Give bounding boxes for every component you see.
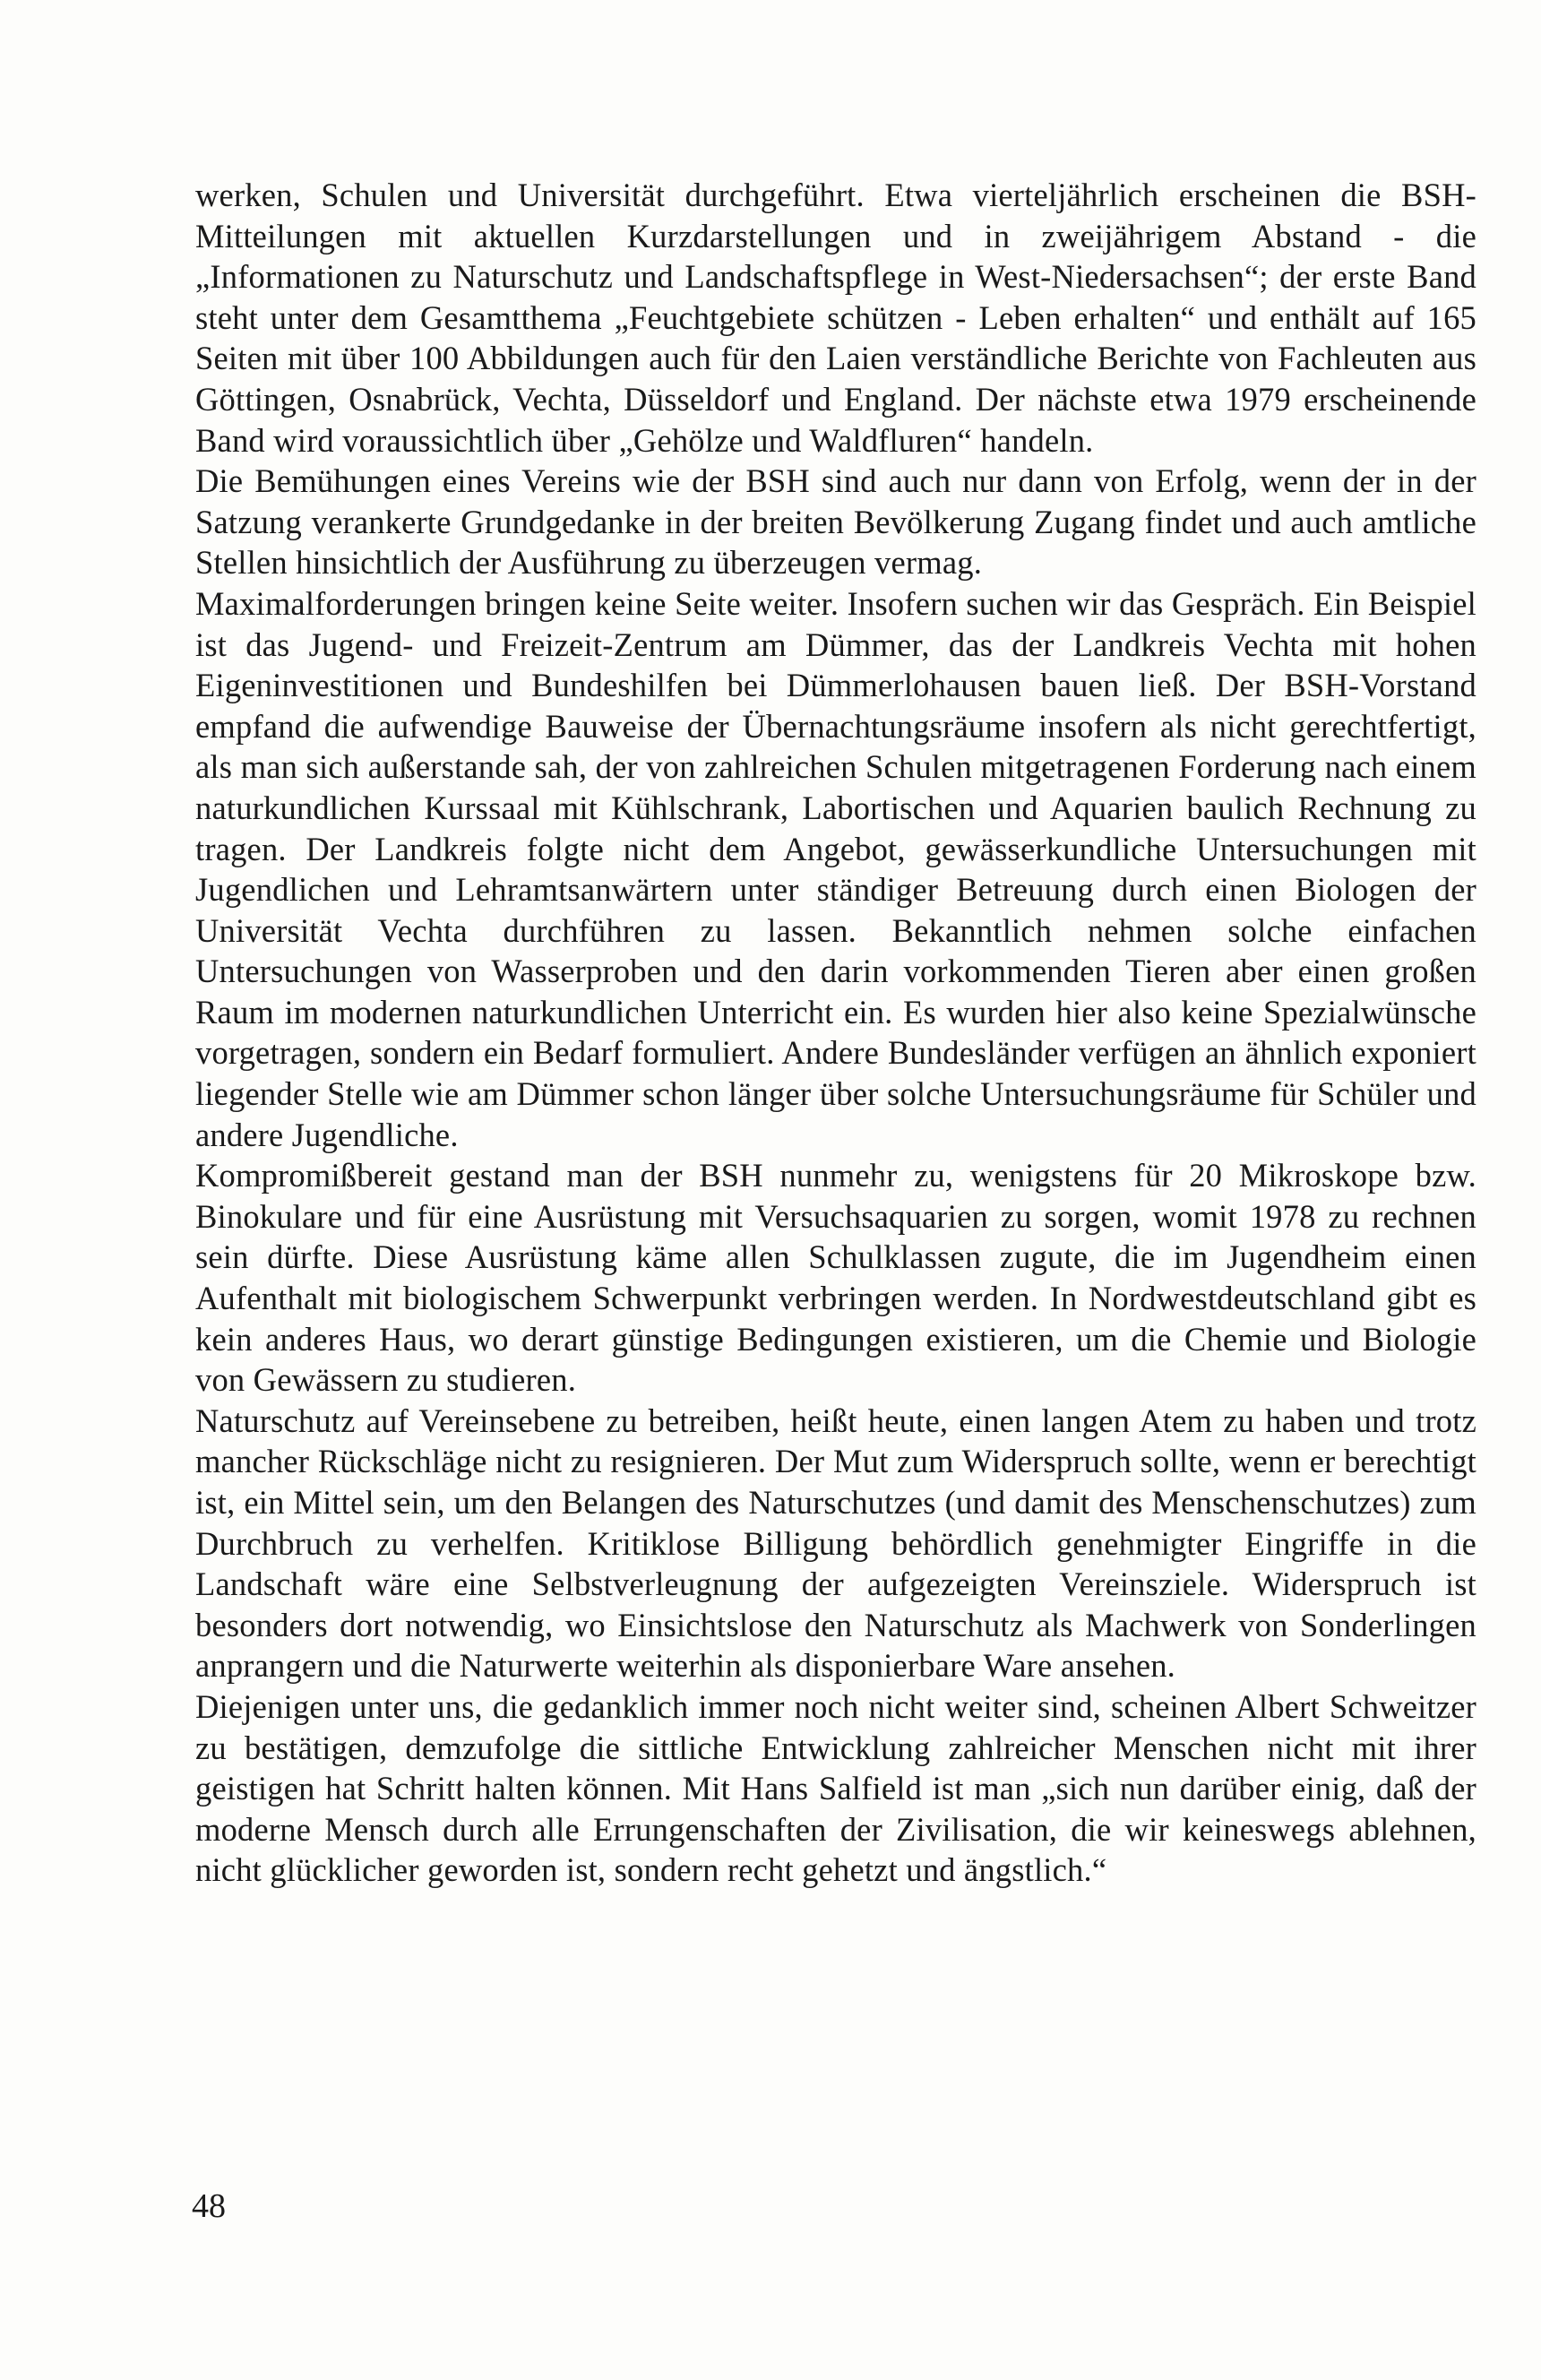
paragraph-2: Die Bemühungen eines Vereins wie der BSH sind auch nur dann von Erfolg, wenn der in der Satzung verankerte Grundgedanke in der breiten Bevölkerung Zugang findet und auch amtliche Stellen hinsichtlich der Ausführung zu überzeugen vermag. bbox=[195, 462, 1476, 582]
paragraph-6: Diejenigen unter uns, die gedanklich immer noch nicht weiter sind, scheinen Albert Schweitzer zu bestätigen, demzufolge die sittliche Entwicklung zahlreicher Menschen nicht mit ihrer geistigen hat Schritt halten können. Mit Hans Salfield ist man „sich nun darüber einig, daß der moderne Mensch durch alle Errungenschaften der Zivilisation, die wir keineswegs ablehnen, nicht glücklicher geworden ist, sondern recht gehetzt und ängstlich.“ bbox=[195, 1687, 1476, 1889]
paragraph-1: werken, Schulen und Universität durchgeführt. Etwa vierteljährlich erscheinen die BSH-Mitteilungen mit aktuellen Kurzdarstellungen und in zweijährigem Abstand - die „Informationen zu Naturschutz und Landschaftspflege in West-Niedersachsen“; der erste Band steht unter dem Gesamtthema „Feuchtgebiete schützen - Leben erhalten“ und enthält auf 165 Seiten mit über 100 Abbildungen auch für den Laien verständliche Berichte von Fachleuten aus Göttingen, Osnabrück, Vechta, Düsseldorf und England. Der nächste etwa 1979 erscheinende Band wird voraussichtlich über „Gehölze und Waldfluren“ handeln. bbox=[195, 177, 1476, 459]
paragraph-4: Kompromißbereit gestand man der BSH nunmehr zu, wenigstens für 20 Mikroskope bzw. Binokulare und für eine Ausrüstung mit Versuchsaquarien zu sorgen, womit 1978 zu rechnen sein dürfte. Diese Ausrüstung käme allen Schulklassen zugute, die im Jugendheim einen Aufenthalt mit biologischem Schwerpunkt verbringen werden. In Nordwestdeutschland gibt es kein anderes Haus, wo derart günstige Bedingungen existieren, um die Chemie und Biologie von Gewässern zu studieren. bbox=[195, 1157, 1476, 1399]
page-number: 48 bbox=[192, 2187, 226, 2225]
body-text bbox=[195, 175, 1476, 1891]
paragraph-5: Naturschutz auf Vereinsebene zu betreiben, heißt heute, einen langen Atem zu haben und trotz mancher Rückschläge nicht zu resignieren. Der Mut zum Widerspruch sollte, wenn er berechtigt ist, ein Mittel sein, um den Belangen des Naturschutzes (und damit des Menschenschutzes) zum Durchbruch zu verhelfen. Kritiklose Billigung behördlich genehmigter Eingriffe in die Landschaft wäre eine Selbstverleugnung der aufgezeigten Vereinsziele. Widerspruch ist besonders dort notwendig, wo Einsichtslose den Naturschutz als Machwerk von Sonderlingen anprangern und die Naturwerte weiterhin als disponierbare Ware ansehen. bbox=[195, 1401, 1476, 1685]
paragraph-3: Maximalforderungen bringen keine Seite weiter. Insofern suchen wir das Gespräch. Ein Beispiel ist das Jugend- und Freizeit-Zentrum am Dümmer, das der Landkreis Vechta mit hohen Eigeninvestitionen und Bundeshilfen bei Dümmerlohausen bauen ließ. Der BSH-Vorstand empfand die aufwendige Bauweise der Übernachtungsräume insofern als nicht gerechtfertigt, als man sich außerstande sah, der von zahlreichen Schulen mitgetragenen Forderung nach einem naturkundlichen Kurssaal mit Kühlschrank, Labortischen und Aquarien baulich Rechnung zu tragen. Der Landkreis folgte nicht dem Angebot, gewässerkundliche Untersuchungen mit Jugendlichen und Lehramtsanwärtern unter ständiger Betreuung durch einen Biologen der Universität Vechta durchführen zu lassen. Bekanntlich nehmen solche einfachen Untersuchungen von Wasserproben und den darin vorkommenden Tieren aber einen großen Raum im modernen naturkundlichen Unterricht ein. Es wurden hier also keine Spezialwünsche vorgetragen, sondern ein Bedarf formuliert. Andere Bundesländer verfügen an ähnlich exponiert liegender Stelle wie am Dümmer schon länger über solche Untersuchungsräume für Schüler und andere Jugendliche. bbox=[195, 584, 1476, 1153]
